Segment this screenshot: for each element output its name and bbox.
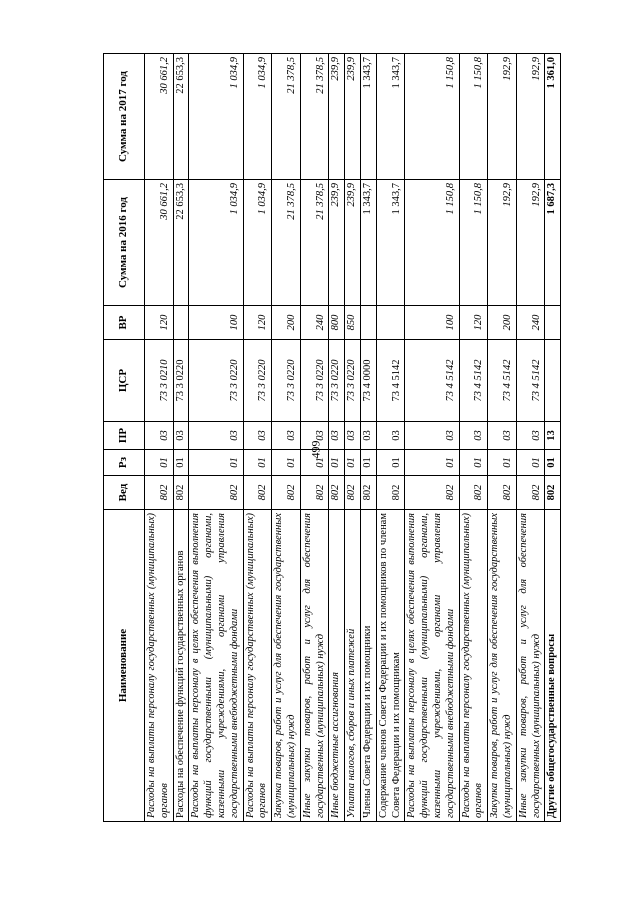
cell-vr: 100 <box>405 306 459 340</box>
cell-sum-2017: 239,9 <box>345 54 361 180</box>
cell-rz: 01 <box>345 450 361 476</box>
cell-pr: 03 <box>459 422 488 450</box>
cell-sum-2016: 30 661,2 <box>145 180 174 306</box>
cell-pr: 03 <box>243 422 272 450</box>
cell-pr: 03 <box>360 422 376 450</box>
cell-vr: 120 <box>145 306 174 340</box>
cell-vr: 100 <box>189 306 243 340</box>
cell-vr: 800 <box>329 306 345 340</box>
page-number: 499 <box>308 440 323 459</box>
cell-sum-2017: 1 343,7 <box>376 54 405 180</box>
cell-rz: 01 <box>272 450 301 476</box>
cell-pr: 13 <box>545 422 561 450</box>
cell-ved: 802 <box>173 476 189 510</box>
cell-sum-2016: 192,9 <box>488 180 517 306</box>
cell-pr: 03 <box>345 422 361 450</box>
cell-csr: 73 3 0220 <box>329 340 345 422</box>
cell-ved: 802 <box>145 476 174 510</box>
cell-rz: 01 <box>145 450 174 476</box>
cell-name: Иные закупки товаров, работ и услуг для обеспечения государственных (муниципальных) нужд <box>300 510 329 822</box>
cell-vr <box>173 306 189 340</box>
cell-sum-2017: 1 034,9 <box>189 54 243 180</box>
table-row <box>345 54 361 822</box>
cell-ved: 802 <box>545 476 561 510</box>
cell-pr: 03 <box>376 422 405 450</box>
table-row <box>376 54 405 822</box>
cell-vr <box>545 306 561 340</box>
cell-pr: 03 <box>272 422 301 450</box>
cell-csr: 73 3 0220 <box>243 340 272 422</box>
cell-name: Расходы на выплаты персоналу государственных (муниципальных) органов <box>459 510 488 822</box>
cell-vr: 120 <box>243 306 272 340</box>
cell-rz: 01 <box>243 450 272 476</box>
cell-sum-2016: 239,9 <box>345 180 361 306</box>
cell-csr <box>545 340 561 422</box>
cell-vr: 120 <box>459 306 488 340</box>
cell-rz: 01 <box>173 450 189 476</box>
table-row <box>360 54 376 822</box>
cell-vr: 240 <box>516 306 545 340</box>
table-row <box>189 54 243 822</box>
cell-vr: 850 <box>345 306 361 340</box>
cell-ved: 802 <box>189 476 243 510</box>
cell-sum-2017: 192,9 <box>516 54 545 180</box>
cell-csr: 73 4 5142 <box>376 340 405 422</box>
cell-name: Иные бюджетные ассигнования <box>329 510 345 822</box>
table-row <box>145 54 174 822</box>
cell-csr: 73 4 5142 <box>459 340 488 422</box>
table-row <box>545 54 561 822</box>
cell-csr: 73 3 0220 <box>272 340 301 422</box>
table-row <box>405 54 459 822</box>
cell-ved: 802 <box>360 476 376 510</box>
cell-sum-2016: 192,9 <box>516 180 545 306</box>
cell-ved: 802 <box>376 476 405 510</box>
cell-rz: 01 <box>189 450 243 476</box>
budget-table <box>103 53 561 822</box>
cell-rz: 01 <box>488 450 517 476</box>
cell-csr: 73 4 5142 <box>488 340 517 422</box>
cell-sum-2017: 21 378,5 <box>300 54 329 180</box>
cell-csr: 73 3 0220 <box>300 340 329 422</box>
cell-name: Содержание членов Совета Федерации и их помощников по членам Совета Федерации и их помощникам <box>376 510 405 822</box>
cell-pr: 03 <box>173 422 189 450</box>
cell-ved: 802 <box>272 476 301 510</box>
cell-sum-2017: 192,9 <box>488 54 517 180</box>
cell-vr: 200 <box>272 306 301 340</box>
cell-ved: 802 <box>243 476 272 510</box>
cell-ved: 802 <box>516 476 545 510</box>
rotated-table-container <box>103 54 558 822</box>
cell-sum-2016: 22 653,3 <box>173 180 189 306</box>
cell-name: Уплата налогов, сборов и иных платежей <box>345 510 361 822</box>
cell-sum-2017: 1 034,9 <box>243 54 272 180</box>
cell-pr: 03 <box>145 422 174 450</box>
cell-pr: 03 <box>516 422 545 450</box>
cell-sum-2017: 1 150,8 <box>405 54 459 180</box>
header-vr: ВР <box>104 306 145 340</box>
cell-rz: 01 <box>376 450 405 476</box>
cell-name: Члены Совета Федерации и их помощники <box>360 510 376 822</box>
table-body <box>145 54 561 822</box>
cell-csr: 73 3 0220 <box>173 340 189 422</box>
cell-rz: 01 <box>329 450 345 476</box>
cell-pr: 03 <box>300 422 329 450</box>
table-row <box>516 54 545 822</box>
cell-sum-2017: 1 343,7 <box>360 54 376 180</box>
header-csr: ЦСР <box>104 340 145 422</box>
cell-sum-2016: 21 378,5 <box>272 180 301 306</box>
cell-sum-2017: 22 653,3 <box>173 54 189 180</box>
cell-sum-2016: 1 150,8 <box>405 180 459 306</box>
cell-sum-2016: 1 150,8 <box>459 180 488 306</box>
cell-pr: 03 <box>405 422 459 450</box>
table-row <box>173 54 189 822</box>
header-ved: Вед <box>104 476 145 510</box>
cell-csr: 73 3 0220 <box>189 340 243 422</box>
cell-rz: 01 <box>545 450 561 476</box>
header-sum-2017: Сумма на 2017 год <box>104 54 145 180</box>
table-row <box>488 54 517 822</box>
cell-sum-2016: 239,9 <box>329 180 345 306</box>
cell-rz: 01 <box>405 450 459 476</box>
cell-sum-2017: 1 361,0 <box>545 54 561 180</box>
cell-ved: 802 <box>405 476 459 510</box>
cell-sum-2017: 239,9 <box>329 54 345 180</box>
cell-pr: 03 <box>189 422 243 450</box>
cell-name: Иные закупки товаров, работ и услуг для обеспечения государственных (муниципальных) нужд <box>516 510 545 822</box>
cell-sum-2016: 21 378,5 <box>300 180 329 306</box>
cell-sum-2016: 1 343,7 <box>376 180 405 306</box>
cell-vr: 240 <box>300 306 329 340</box>
cell-csr: 73 4 5142 <box>516 340 545 422</box>
cell-sum-2017: 1 150,8 <box>459 54 488 180</box>
cell-ved: 802 <box>459 476 488 510</box>
cell-ved: 802 <box>345 476 361 510</box>
cell-csr: 73 4 0000 <box>360 340 376 422</box>
cell-name: Закупка товаров, работ и услуг для обеспечения государственных (муниципальных) нужд <box>272 510 301 822</box>
cell-rz: 01 <box>516 450 545 476</box>
table-row <box>300 54 329 822</box>
cell-name: Расходы на обеспечение функций государственных органов <box>173 510 189 822</box>
cell-ved: 802 <box>329 476 345 510</box>
cell-ved: 802 <box>488 476 517 510</box>
header-rz: Рз <box>104 450 145 476</box>
table-header-row <box>104 54 145 822</box>
cell-csr: 73 3 0220 <box>345 340 361 422</box>
cell-name: Другие общегосударственные вопросы <box>545 510 561 822</box>
cell-vr <box>376 306 405 340</box>
cell-csr: 73 4 5142 <box>405 340 459 422</box>
cell-name: Расходы на выплаты персоналу государственных (муниципальных) органов <box>145 510 174 822</box>
header-pr: ПР <box>104 422 145 450</box>
cell-sum-2017: 30 661,2 <box>145 54 174 180</box>
table-row <box>329 54 345 822</box>
cell-sum-2017: 21 378,5 <box>272 54 301 180</box>
table-row <box>459 54 488 822</box>
cell-rz: 01 <box>459 450 488 476</box>
cell-rz: 01 <box>300 450 329 476</box>
cell-ved: 802 <box>300 476 329 510</box>
cell-vr: 200 <box>488 306 517 340</box>
header-name: Наименование <box>104 510 145 822</box>
cell-sum-2016: 1 034,9 <box>189 180 243 306</box>
cell-sum-2016: 1 687,3 <box>545 180 561 306</box>
table-row <box>272 54 301 822</box>
cell-pr: 03 <box>329 422 345 450</box>
cell-name: Расходы на выплаты персоналу в целях обеспечения выполнения функций государственными (муниципальными) органами, казенными учреждениями, органами управления государственными внебюджетными фондами <box>405 510 459 822</box>
cell-rz: 01 <box>360 450 376 476</box>
cell-sum-2016: 1 034,9 <box>243 180 272 306</box>
table-row <box>243 54 272 822</box>
cell-name: Расходы на выплаты персоналу государственных (муниципальных) органов <box>243 510 272 822</box>
cell-pr: 03 <box>488 422 517 450</box>
header-sum-2016: Сумма на 2016 год <box>104 180 145 306</box>
cell-sum-2016: 1 343,7 <box>360 180 376 306</box>
cell-vr <box>360 306 376 340</box>
cell-name: Закупка товаров, работ и услуг для обеспечения государственных (муниципальных) нужд <box>488 510 517 822</box>
cell-name: Расходы на выплаты персоналу в целях обеспечения выполнения функций государственными (муниципальными) органами, казенными учреждениями, органами управления государственными внебюджетными фондами <box>189 510 243 822</box>
cell-csr: 73 3 0210 <box>145 340 174 422</box>
